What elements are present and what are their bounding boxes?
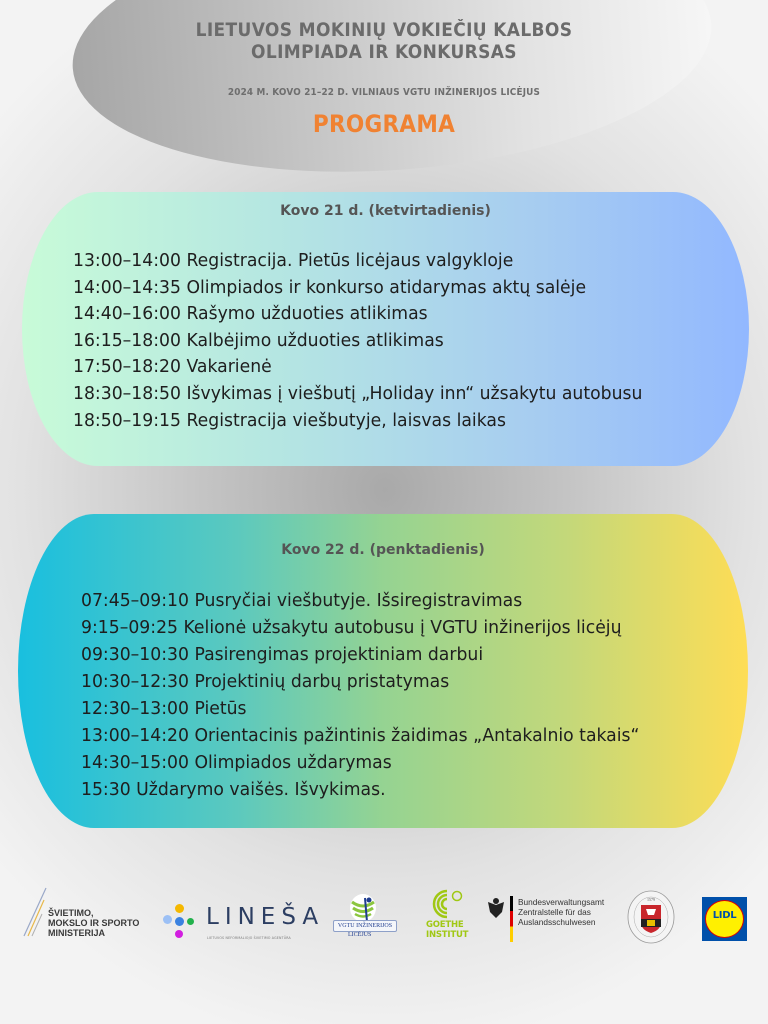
schedule-item: 12:30–13:00 Pietūs: [81, 699, 247, 719]
linesa-logo: [160, 902, 325, 944]
svg-text:1579: 1579: [647, 897, 655, 902]
vilnius-university-logo: [626, 890, 676, 944]
schedule-list: [81, 588, 648, 804]
linesa-name: LINEŠA: [206, 904, 325, 930]
schedule-item: 13:00–14:20 Orientacinis pažintinis žaidimas „Antakalnio takais“: [81, 726, 640, 746]
schedule-item: 09:30–10:30 Pasirengimas projektiniam darbui: [81, 645, 484, 665]
bva-line: Zentralstelle für das: [518, 907, 591, 917]
event-subtitle: 2024 M. KOVO 21–22 D. VILNIAUS VGTU INŽINERIJOS LICĖJUS: [227, 87, 541, 98]
day-card-march-21: [22, 192, 749, 466]
sponsor-logos: [0, 880, 768, 950]
schedule-item: 16:15–18:00 Kalbėjimo užduoties atlikimas: [73, 330, 444, 351]
german-flag-bar: [510, 896, 513, 942]
schedule-item: 18:30–18:50 Išvykimas į viešbutį „Holiday inn“ užsakytu autobusu: [73, 383, 643, 404]
bva-line: Auslandsschulwesen: [518, 917, 596, 927]
schedule-item: 9:15–09:25 Kelionė užsakytu autobusu į VGTU inžinerijos licėjų: [81, 618, 622, 638]
ministry-logo: [22, 886, 142, 938]
vgtu-lyceum-logo: [332, 894, 398, 946]
schedule-item: 07:45–09:10 Pusryčiai viešbutyje. Išsiregistravimas: [81, 591, 523, 611]
lidl-name: LIDL: [712, 910, 737, 921]
schedule-item: 13:00–14:00 Registracija. Pietūs licėjaus valgykloje: [73, 251, 514, 271]
ministry-line: MOKSLO IR SPORTO: [48, 918, 140, 928]
schedule-item: 14:30–15:00 Olimpiados uždarymas: [81, 753, 392, 773]
schedule-item: 14:40–16:00 Rašymo užduoties atlikimas: [73, 304, 428, 325]
university-seal-icon: [626, 890, 676, 944]
goethe-arc-icon: [425, 888, 469, 920]
page-title: [31, 20, 738, 64]
day-heading: Kovo 22 d. (penktadienis): [281, 542, 485, 558]
bva-line: Bundesverwaltungsamt: [518, 897, 605, 907]
vgtu-label: VGTU INŽINERIJOS: [333, 920, 397, 932]
goethe-line: GOETHE: [426, 920, 464, 930]
schedule-item: 10:30–12:30 Projektinių darbų pristatymas: [81, 672, 450, 692]
lidl-logo: [702, 897, 747, 941]
schedule-item: 18:50–19:15 Registracija viešbutyje, laisvas laikas: [73, 410, 506, 431]
vgtu-label-2: LICĖJUS: [348, 932, 372, 938]
ministry-line: MINISTERIJA: [48, 928, 106, 938]
goethe-institut-logo: [425, 888, 469, 946]
ministry-line: ŠVIETIMO,: [48, 908, 94, 918]
title-line-1: LIETUVOS MOKINIŲ VOKIEČIŲ KALBOS: [195, 20, 573, 41]
linesa-tagline: LIETUVOS NEFORMALIOJO ŠVIETIMO AGENTŪRA: [207, 936, 291, 940]
day-card-march-22: [18, 514, 748, 828]
day-heading: Kovo 21 d. (ketvirtadienis): [280, 203, 491, 219]
schedule-item: 14:00–14:35 Olimpiados ir konkurso atidarymas aktų salėje: [73, 277, 587, 298]
bundesverwaltungsamt-logo: [486, 894, 605, 942]
schedule-item: 17:50–18:20 Vakarienė: [73, 357, 272, 378]
schedule-list: [73, 248, 651, 434]
federal-eagle-icon: [486, 896, 506, 920]
schedule-item: 15:30 Uždarymo vaišės. Išvykimas.: [81, 780, 386, 800]
title-line-2: OLIMPIADA IR KONKURSAS: [251, 42, 517, 63]
program-heading: PROGRAMA: [312, 110, 456, 138]
goethe-line: INSTITUT: [426, 930, 469, 940]
